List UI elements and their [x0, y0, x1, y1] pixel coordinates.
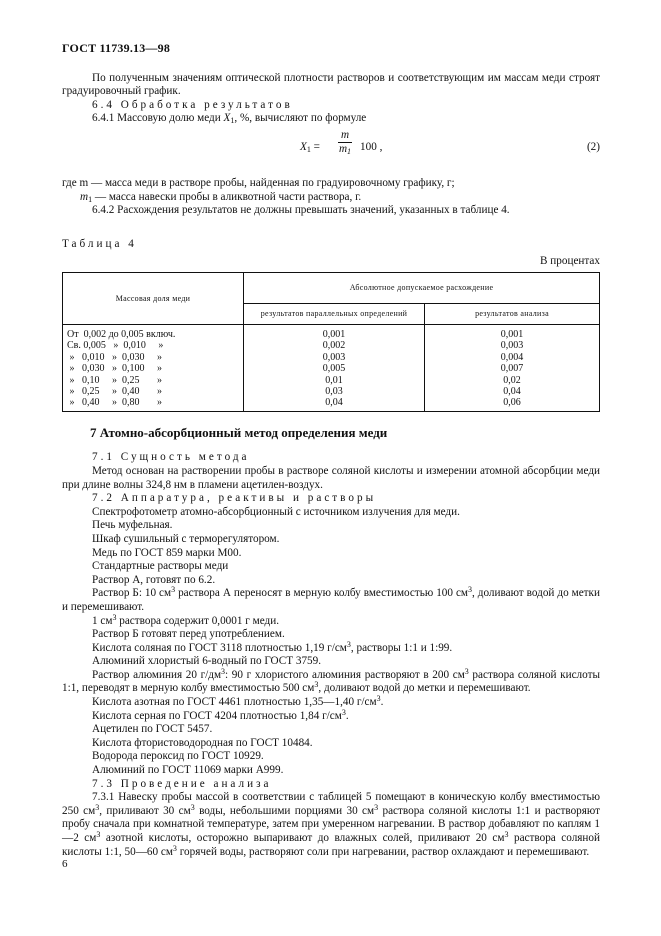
solution-b [62, 587, 600, 614]
solution-b-content [62, 612, 600, 629]
table-row [63, 352, 600, 363]
reagent-line: Алюминий по ГОСТ 11069 марки А999. [92, 764, 284, 777]
sup-3: 3 [172, 843, 177, 853]
table-row [63, 363, 600, 374]
sup-3: 3 [468, 585, 473, 595]
sup-3: 3 [464, 666, 469, 676]
formula-2 [62, 129, 600, 169]
section-6-4-1 [62, 112, 600, 126]
formula-numerator: m [338, 129, 352, 143]
solB-2: раствора А переносят в мерную колбу вместимостью 100 см [175, 587, 469, 600]
s731-2: , приливают 30 см [99, 804, 191, 817]
cell-parallel: 0,005 [244, 363, 425, 374]
alcl-line: Алюминий хлористый 6-водный по ГОСТ 3759. [92, 655, 322, 668]
page-number: 6 [62, 858, 68, 870]
section-7-3-title: 7.3 Проведение анализа [92, 777, 272, 790]
al-3: раствора соляной кислоты 1:1, переводят в мерную колбу вместимостью 500 см [62, 668, 600, 695]
formula-lhs-sub: 1 [306, 144, 311, 154]
s641-var: X [223, 112, 231, 125]
h2so4-line [62, 707, 600, 724]
s731-6: раствора соляной кислоты 1:1, 50—60 см [62, 832, 600, 858]
formula-rest: 100 , [360, 140, 383, 153]
table-row [63, 397, 600, 411]
s641-text: 6.4.1 Массовую долю меди [92, 112, 221, 125]
sup-3: 3 [341, 707, 346, 717]
h2so4-1: Кислота серная по ГОСТ 4204 плотностью 1,84 г/см [92, 709, 342, 722]
cell-range: » 0,40 » 0,80 » [63, 397, 244, 411]
al-solution [62, 666, 600, 696]
section-6-4-title: 6.4 Обработка результатов [92, 98, 293, 111]
al-1: Раствор алюминия 20 г/дм [92, 668, 222, 681]
reagent-line: Медь по ГОСТ 859 марки М00. [92, 546, 242, 559]
section-7-1-title: 7.1 Сущность метода [92, 451, 250, 464]
reagent-line: Ацетилен по ГОСТ 5457. [92, 723, 213, 736]
hcl-line [62, 639, 600, 656]
document-header: ГОСТ 11739.13—98 [62, 41, 171, 55]
cell-analysis: 0,007 [425, 363, 600, 374]
formula-denominator [338, 143, 352, 156]
formula-lhs-var: X [300, 140, 307, 153]
sup-3: 3 [374, 802, 379, 812]
reagent-line: Кислота фтористоводородная по ГОСТ 10484. [92, 736, 313, 749]
section-7-2-title: 7.2 Аппаратура, реактивы и растворы [92, 492, 377, 505]
al-2: : 90 г хлористого алюминия растворяют в 200 см [225, 668, 465, 681]
formula-lhs [300, 141, 320, 155]
cell-parallel: 0,03 [244, 386, 425, 397]
cell-analysis: 0,001 [425, 324, 600, 340]
document-page [62, 42, 600, 859]
table-group-header: Абсолютное допускаемое расхождение [244, 272, 600, 303]
sup-3: 3 [95, 802, 100, 812]
reagent-line: Раствор А, готовят по 6.2. [92, 573, 216, 586]
cm3-2: раствора содержит 0,0001 г меди. [116, 614, 280, 627]
table-caption: Таблица 4 [62, 237, 137, 250]
reagent-line: Печь муфельная. [92, 519, 173, 532]
cell-parallel: 0,002 [244, 340, 425, 351]
section-7-1-text: Метод основан на растворении пробы в растворе соляной кислоты и измерении атомной абсорбции меди при длине волны 324,8 нм в пламени ацетилен-воздух. [62, 464, 600, 491]
cell-range: » 0,25 » 0,40 » [63, 386, 244, 397]
cell-analysis: 0,003 [425, 340, 600, 351]
sup-3: 3 [346, 639, 351, 649]
cell-analysis: 0,04 [425, 386, 600, 397]
section-7-title: 7 Атомно-абсорбционный метод определения меди [90, 424, 388, 440]
cell-analysis: 0,06 [425, 397, 600, 411]
s731-5: азотной кислоты, осторожно выпаривают до влажных солей, приливают 20 см [100, 832, 505, 844]
table-row [63, 375, 600, 386]
reagent-line: Шкаф сушильный с терморегулятором. [92, 532, 280, 545]
hno3-1: Кислота азотная по ГОСТ 4461 плотностью 1,35—1,40 г/см [92, 696, 377, 709]
table-row [63, 324, 600, 340]
section-6-4-2: 6.4.2 Расхождения результатов не должны превышать значений, указанных в таблице 4. [92, 204, 510, 217]
s641-sub: 1 [230, 116, 235, 126]
sup-3: 3 [221, 666, 226, 676]
cm3-1: 1 см [92, 614, 113, 627]
cell-range: » 0,10 » 0,25 » [63, 375, 244, 386]
formula-den-var: m [338, 142, 348, 155]
formula-number: (2) [586, 140, 600, 153]
hno3-line [62, 696, 600, 710]
formula-den-sub: 1 [347, 146, 352, 156]
cell-range: » 0,030 » 0,100 » [63, 363, 244, 374]
sup-3: 3 [96, 830, 101, 839]
table-col-mass-fraction: Массовая доля меди [63, 272, 244, 324]
cell-parallel: 0,001 [244, 324, 425, 340]
reagent-line: Спектрофотометр атомно-абсорбционный с источником излучения для меди. [92, 505, 460, 518]
solB-1: Раствор Б: 10 см [92, 587, 172, 600]
cell-analysis: 0,02 [425, 375, 600, 386]
al-4: , доливают водой до метки и перемешивают. [318, 682, 531, 695]
table-col-parallel: результатов параллельных определений [244, 303, 425, 324]
where-m1 [62, 191, 600, 205]
where-m1-text: — масса навески пробы в аликвотной части раствора, г. [92, 190, 362, 203]
s641-tail: , %, вычисляют по формуле [234, 112, 367, 125]
hno3-2: . [380, 696, 384, 709]
section-7-3-1 [62, 791, 600, 859]
reagent-line: Стандартные растворы меди [92, 560, 229, 573]
where-m1-var: m [80, 190, 89, 203]
hcl-1: Кислота соляная по ГОСТ 3118 плотностью 1,19 г/см [92, 641, 347, 654]
table-4 [62, 272, 600, 412]
sup-3: 3 [504, 830, 509, 839]
s731-3: воды, небольшими порциями 30 см [194, 804, 375, 817]
cell-range: От 0,002 до 0,005 включ. [63, 324, 244, 340]
s731-1: 7.3.1 Навеску пробы массой в соответствии с таблицей 5 помещают в коническую колбу вместимостью 250 см [62, 791, 600, 817]
where-m1-sub: 1 [88, 194, 93, 204]
solB-3: , доливают водой до метки и перемешивают. [62, 587, 600, 613]
sup-3: 3 [112, 612, 117, 622]
solution-b-prep: Раствор Б готовят перед употреблением. [92, 628, 285, 641]
table-unit: В процентах [540, 255, 600, 268]
cell-analysis: 0,004 [425, 352, 600, 363]
sup-3: 3 [376, 694, 381, 704]
intro-paragraph: По полученным значениям оптической плотности растворов и соответствующим им массам меди строят градуировочный график. [62, 71, 600, 98]
table-col-analysis: результатов анализа [425, 303, 600, 324]
sup-3: 3 [171, 585, 176, 595]
s731-4: раствора соляной кислоты 1:1 и растворяют пробу сначала при комнатной температуре, затем при умеренном нагревании. В раствор добавляют по каплям 1—2 см [62, 804, 600, 844]
cell-range: Св. 0,005 » 0,010 » [63, 340, 244, 351]
cell-parallel: 0,003 [244, 352, 425, 363]
cell-parallel: 0,01 [244, 375, 425, 386]
hcl-2: , растворы 1:1 и 1:99. [350, 641, 453, 654]
cell-range: » 0,010 » 0,030 » [63, 352, 244, 363]
s731-7: горячей воды, растворяют соли при нагревании, раствор охлаждают и перемешивают. [176, 845, 590, 858]
cell-parallel: 0,04 [244, 397, 425, 411]
where-m: где m — масса меди в растворе пробы, найденная по градуировочному графику, г; [62, 176, 455, 189]
table-row [63, 340, 600, 351]
table-row [63, 386, 600, 397]
sup-3: 3 [314, 680, 319, 690]
reagent-line: Водорода пероксид по ГОСТ 10929. [92, 750, 264, 763]
sup-3: 3 [190, 802, 195, 812]
h2so4-2: . [345, 709, 349, 722]
formula-eq: = [310, 140, 320, 153]
formula-fraction [338, 129, 352, 156]
